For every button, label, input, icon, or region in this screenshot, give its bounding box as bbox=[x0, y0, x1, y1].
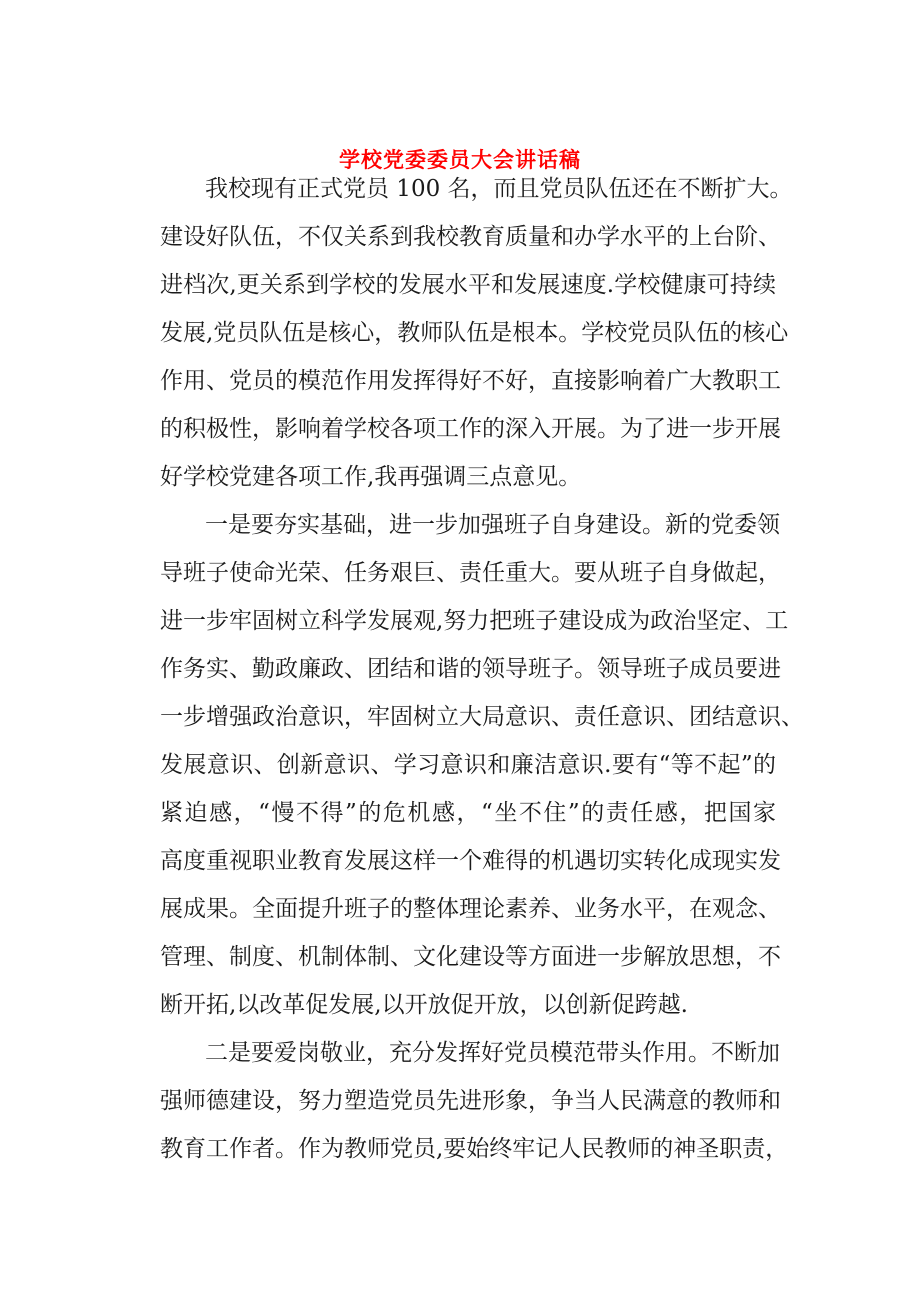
document-title: 学校党委委员大会讲话稿 bbox=[339, 148, 581, 172]
text-line: 作用、党员的模范作用发挥得好不好，直接影响着广大教职工 bbox=[160, 368, 781, 394]
text-line: 一步增强政治意识，牢固树立大局意识、责任意识、团结意识、 bbox=[160, 704, 804, 730]
text-line: 断开拓,以改革促发展,以开放促开放，以创新促跨越. bbox=[160, 992, 688, 1018]
text-line: 作务实、勤政廉政、团结和谐的领导班子。领导班子成员要进 bbox=[160, 656, 781, 682]
document-body bbox=[160, 169, 804, 1177]
text-line: 导班子使命光荣、任务艰巨、责任重大。要从班子自身做起， bbox=[160, 560, 781, 586]
text-line: 管理、制度、机制体制、文化建设等方面进一步解放思想，不 bbox=[160, 944, 781, 970]
text-line: 发展,党员队伍是核心，教师队伍是根本。学校党员队伍的核心 bbox=[160, 320, 789, 346]
text-line: 教育工作者。作为教师党员,要始终牢记人民教师的神圣职责， bbox=[160, 1136, 789, 1162]
text-line: 强师德建设，努力塑造党员先进形象，争当人民满意的教师和 bbox=[160, 1088, 781, 1114]
text-line: 紧迫感，“慢不得”的危机感，“坐不住”的责任感，把国家 bbox=[160, 800, 776, 826]
text-line: 二是要爱岗敬业，充分发挥好党员模范带头作用。不断加 bbox=[205, 1040, 780, 1066]
text-line: 发展意识、创新意识、学习意识和廉洁意识.要有“等不起”的 bbox=[160, 752, 776, 778]
paragraph-point-two bbox=[160, 1033, 789, 1177]
text-line: 高度重视职业教育发展这样一个难得的机遇切实转化成现实发 bbox=[160, 848, 781, 874]
text-line: 进一步牢固树立科学发展观,努力把班子建设成为政治坚定、工 bbox=[160, 608, 789, 634]
text-line: 一是要夯实基础，进一步加强班子自身建设。新的党委领 bbox=[205, 512, 780, 538]
text-line: 的积极性，影响着学校各项工作的深入开展。为了进一步开展 bbox=[160, 416, 781, 442]
text-line: 好学校党建各项工作,我再强调三点意见。 bbox=[160, 464, 582, 490]
text-line: 进档次,更关系到学校的发展水平和发展速度.学校健康可持续 bbox=[160, 272, 776, 298]
paragraph-intro bbox=[160, 169, 793, 505]
paragraph-point-one bbox=[160, 505, 804, 1033]
text-line: 建设好队伍，不仅关系到我校教育质量和办学水平的上台阶、 bbox=[160, 224, 781, 250]
text-line: 展成果。全面提升班子的整体理论素养、业务水平，在观念、 bbox=[160, 896, 781, 922]
text-line: 我校现有正式党员 100 名，而且党员队伍还在不断扩大。 bbox=[205, 176, 793, 202]
